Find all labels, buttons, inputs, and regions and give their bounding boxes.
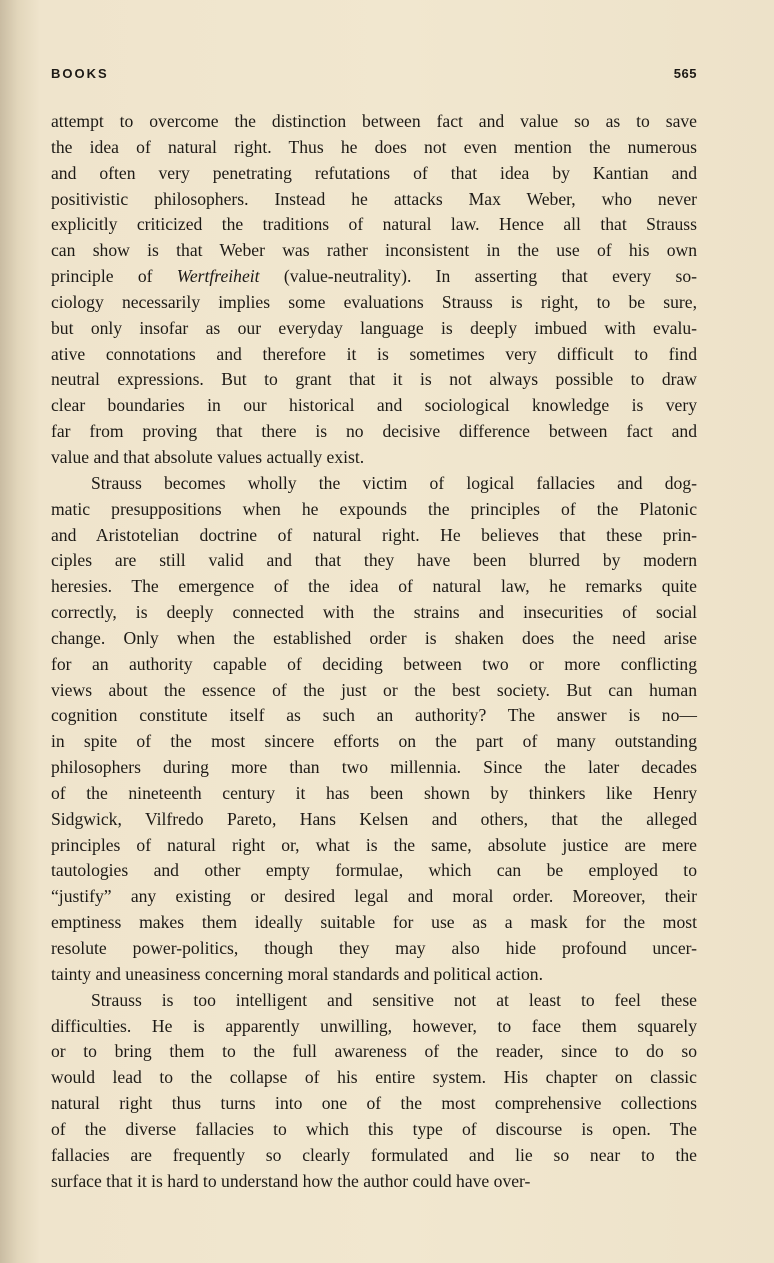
text-line: far from proving that there is no decisive difference between fact and — [51, 421, 697, 442]
text-line: principle of Wertfreiheit (value-neutrality). In asserting that every so- — [51, 266, 697, 287]
text-line: correctly, is deeply connected with the strains and insecurities of social — [51, 602, 697, 623]
text-line: principles of natural right or, what is the same, absolute justice are mere — [51, 834, 697, 855]
text-line: Sidgwick, Vilfredo Pareto, Hans Kelsen and others, that the alleged — [51, 808, 697, 829]
text-line: or to bring them to the full awareness of the reader, since to do so — [51, 1041, 697, 1062]
running-head — [51, 66, 697, 86]
text-line: for an authority capable of deciding between two or more conflicting — [51, 653, 697, 674]
text-line: views about the essence of the just or the best society. But can human — [51, 679, 697, 700]
text-line: in spite of the most sincere efforts on the part of many outstanding — [51, 731, 697, 752]
text-line: attempt to overcome the distinction between fact and value so as to save — [51, 111, 697, 131]
text-line: “justify” any existing or desired legal and moral order. Moreover, their — [51, 886, 697, 907]
page-number: 565 — [673, 66, 697, 81]
text-line: would lead to the collapse of his entire system. His chapter on classic — [51, 1067, 697, 1088]
text-line: natural right thus turns into one of the most comprehensive collections — [51, 1093, 697, 1114]
text-line: can show is that Weber was rather inconsistent in the use of his own — [51, 240, 697, 261]
text-line: Strauss becomes wholly the victim of logical fallacies and dog- — [91, 472, 697, 493]
text-line: explicitly criticized the traditions of natural law. Hence all that Strauss — [51, 214, 697, 235]
text-line: and often very penetrating refutations of that idea by Kantian and — [51, 162, 697, 183]
text-line: Strauss is too intelligent and sensitive not at least to feel these — [91, 989, 697, 1010]
paragraph — [51, 471, 697, 988]
text-line: resolute power-politics, though they may also hide profound uncer- — [51, 938, 697, 958]
paragraph — [51, 109, 697, 471]
text-line: ciples are still valid and that they have been blurred by modern — [51, 550, 697, 571]
text-line: cognition constitute itself as such an authority? The answer is no— — [51, 705, 697, 726]
text-line: fallacies are frequently so clearly formulated and lie so near to the — [51, 1144, 697, 1165]
section-title: BOOKS — [51, 66, 109, 81]
text-line: surface that it is hard to understand how the author could have over- — [51, 1170, 531, 1191]
text-line: philosophers during more than two millennia. Since the later decades — [51, 757, 697, 778]
text-line: emptiness makes them ideally suitable for use as a mask for the most — [51, 912, 697, 933]
text-line: the idea of natural right. Thus he does not even mention the numerous — [51, 136, 697, 157]
text-line: ciology necessarily implies some evaluations Strauss is right, to be sure, — [51, 291, 697, 312]
text-line: value and that absolute values actually exist. — [51, 446, 365, 467]
text-line: matic presuppositions when he expounds the principles of the Platonic — [51, 498, 697, 519]
text-line: ative connotations and therefore it is sometimes very difficult to find — [51, 343, 697, 364]
text-line: but only insofar as our everyday language is deeply imbued with evalu- — [51, 317, 697, 338]
text-line: change. Only when the established order is shaken does the need arise — [51, 627, 697, 648]
text-line: tainty and uneasiness concerning moral standards and political action. — [51, 963, 543, 984]
text-line: neutral expressions. But to grant that it is not always possible to draw — [51, 369, 697, 390]
text-line: of the nineteenth century it has been shown by thinkers like Henry — [51, 782, 697, 803]
paragraph — [51, 988, 697, 1195]
text-line: clear boundaries in our historical and sociological knowledge is very — [51, 395, 697, 416]
text-line: and Aristotelian doctrine of natural right. He believes that these prin- — [51, 524, 697, 545]
text-line: positivistic philosophers. Instead he attacks Max Weber, who never — [51, 188, 697, 209]
text-line: difficulties. He is apparently unwilling, however, to face them squarely — [51, 1015, 697, 1036]
text-line: heresies. The emergence of the idea of natural law, he remarks quite — [51, 576, 697, 597]
text-line: tautologies and other empty formulae, which can be employed to — [51, 860, 697, 881]
body-text — [51, 109, 697, 1194]
text-line: of the diverse fallacies to which this type of discourse is open. The — [51, 1118, 697, 1139]
